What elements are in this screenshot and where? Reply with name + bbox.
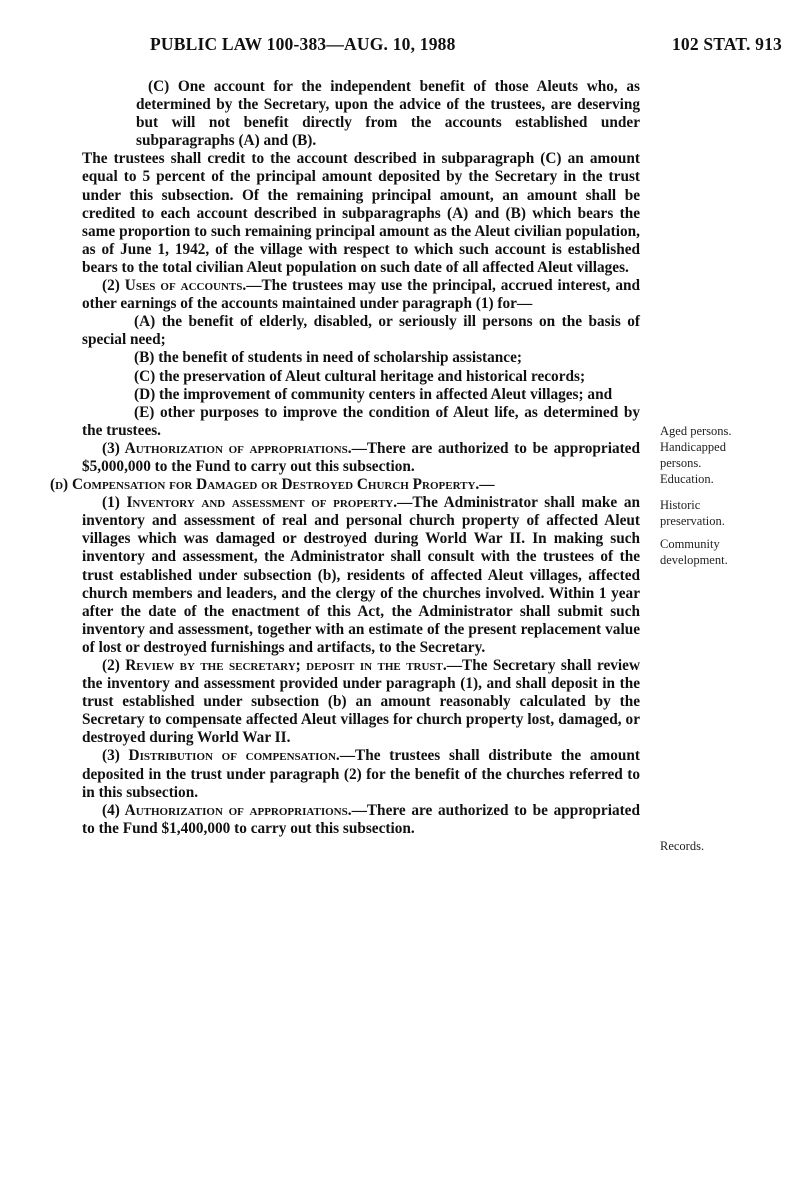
paragraph-d4-authorization	[82, 802, 640, 838]
margin-note-historic: Historic preservation.	[660, 498, 725, 528]
margin-note-records: Records.	[660, 839, 705, 853]
use-b-students: (B) the benefit of students in need of scholarship assistance;	[134, 349, 522, 367]
paragraph-text: —The trustees shall distribute the amount deposited in the trust under paragraph (2) for the benefit of the churches referred to in this subsection.	[82, 747, 640, 801]
paragraph-text: —The Secretary shall review the inventory and assessment provided under paragraph (1), and shall deposit in the trust established under subsection (b) an amount reasonably calculated by the Secretary to compensate affected Aleut villages for church property lost, damaged, or destroyed during World War II.	[82, 657, 640, 747]
page-number: 102 STAT. 913	[671, 34, 782, 54]
page-header	[150, 34, 790, 58]
paragraph-d3-distribution	[82, 747, 640, 801]
paragraph-text: —There are authorized to be appropriated $5,000,000 to the Fund to carry out this subsection.	[82, 439, 640, 475]
subsection-dash: —	[479, 476, 495, 494]
paragraph-heading: (1) Inventory and assessment of property.	[102, 494, 398, 512]
paragraph-text: —The trustees may use the principal, accrued interest, and other earnings of the accounts maintained under paragraph (1) for—	[82, 277, 640, 313]
paragraph-2-uses	[82, 277, 640, 313]
paragraph-d2-review	[82, 657, 640, 747]
margin-note-education: Education.	[660, 472, 714, 486]
paragraph-3-authorization	[82, 440, 640, 476]
margin-note-aged: Aged persons.	[660, 424, 732, 438]
paragraph-text: —The Administrator shall make an inventory and assessment of real and personal church property of affected Aleut villages which was damaged or destroyed during World War II. In making such inventory and assessment, the Administrator shall consult with the trustees of the trust established under subsection (b), residents of affected Aleut villages, affected church members and leaders, and the clergy of the churches involved. Within 1 year after the date of the enactment of this Act, the Administrator shall submit such inventory and assessment, together with an estimate of the present replacement value of lost or destroyed furnishings and artifacts, to the Secretary.	[82, 494, 640, 656]
use-d-community: (D) the improvement of community centers in affected Aleut villages; and	[134, 385, 613, 403]
subsection-d-heading	[50, 476, 640, 494]
use-a-elderly: (A) the benefit of elderly, disabled, or seriously ill persons on the basis of special need;	[82, 313, 640, 349]
subsection-heading: (d) Compensation for Damaged or Destroyed Church Property.	[50, 476, 480, 494]
margin-note-community: Community development.	[660, 537, 728, 567]
trustee-credit-paragraph: The trustees shall credit to the account described in subparagraph (C) an amount equal to 5 percent of the principal amount deposited by the Secretary in the trust under this subsection. Of the remaining principal amount, an amount shall be credited to each account described in subparagraphs (A) and (B) which bears the same proportion to such remaining principal amount as the Aleut civilian population, as of June 1, 1942, of the village with respect to which such account is established bears to the total civilian Aleut population on such date of all affected Aleut villages.	[82, 150, 640, 276]
paragraph-heading: (4) Authorization of appropriations.	[102, 801, 352, 819]
paragraph-heading: (2) Review by the secretary; deposit in the trust.	[102, 657, 447, 674]
paragraph-d1-inventory	[82, 494, 640, 657]
paragraph-heading: (3) Authorization of appropriations.	[102, 439, 352, 457]
margin-note-handicapped: Handicapped persons.	[660, 440, 726, 470]
use-c-heritage: (C) the preservation of Aleut cultural heritage and historical records;	[134, 367, 586, 385]
paragraph-heading: (2) Uses of accounts.	[102, 277, 247, 295]
subparagraph-c: (C) One account for the independent benefit of those Aleuts who, as determined by the Secretary, upon the advice of the trustees, are deserving but will not benefit directly from the accounts established under subparagraphs (A) and (B).	[136, 78, 640, 150]
page-header-title: PUBLIC LAW 100-383—AUG. 10, 1988	[150, 34, 456, 54]
paragraph-heading: (3) Distribution of compensation.	[102, 747, 340, 765]
use-e-other: (E) other purposes to improve the condition of Aleut life, as determined by the trustees.	[82, 403, 640, 439]
statute-body	[50, 78, 640, 838]
paragraph-text: —There are authorized to be appropriated to the Fund $1,400,000 to carry out this subsection.	[82, 801, 640, 837]
